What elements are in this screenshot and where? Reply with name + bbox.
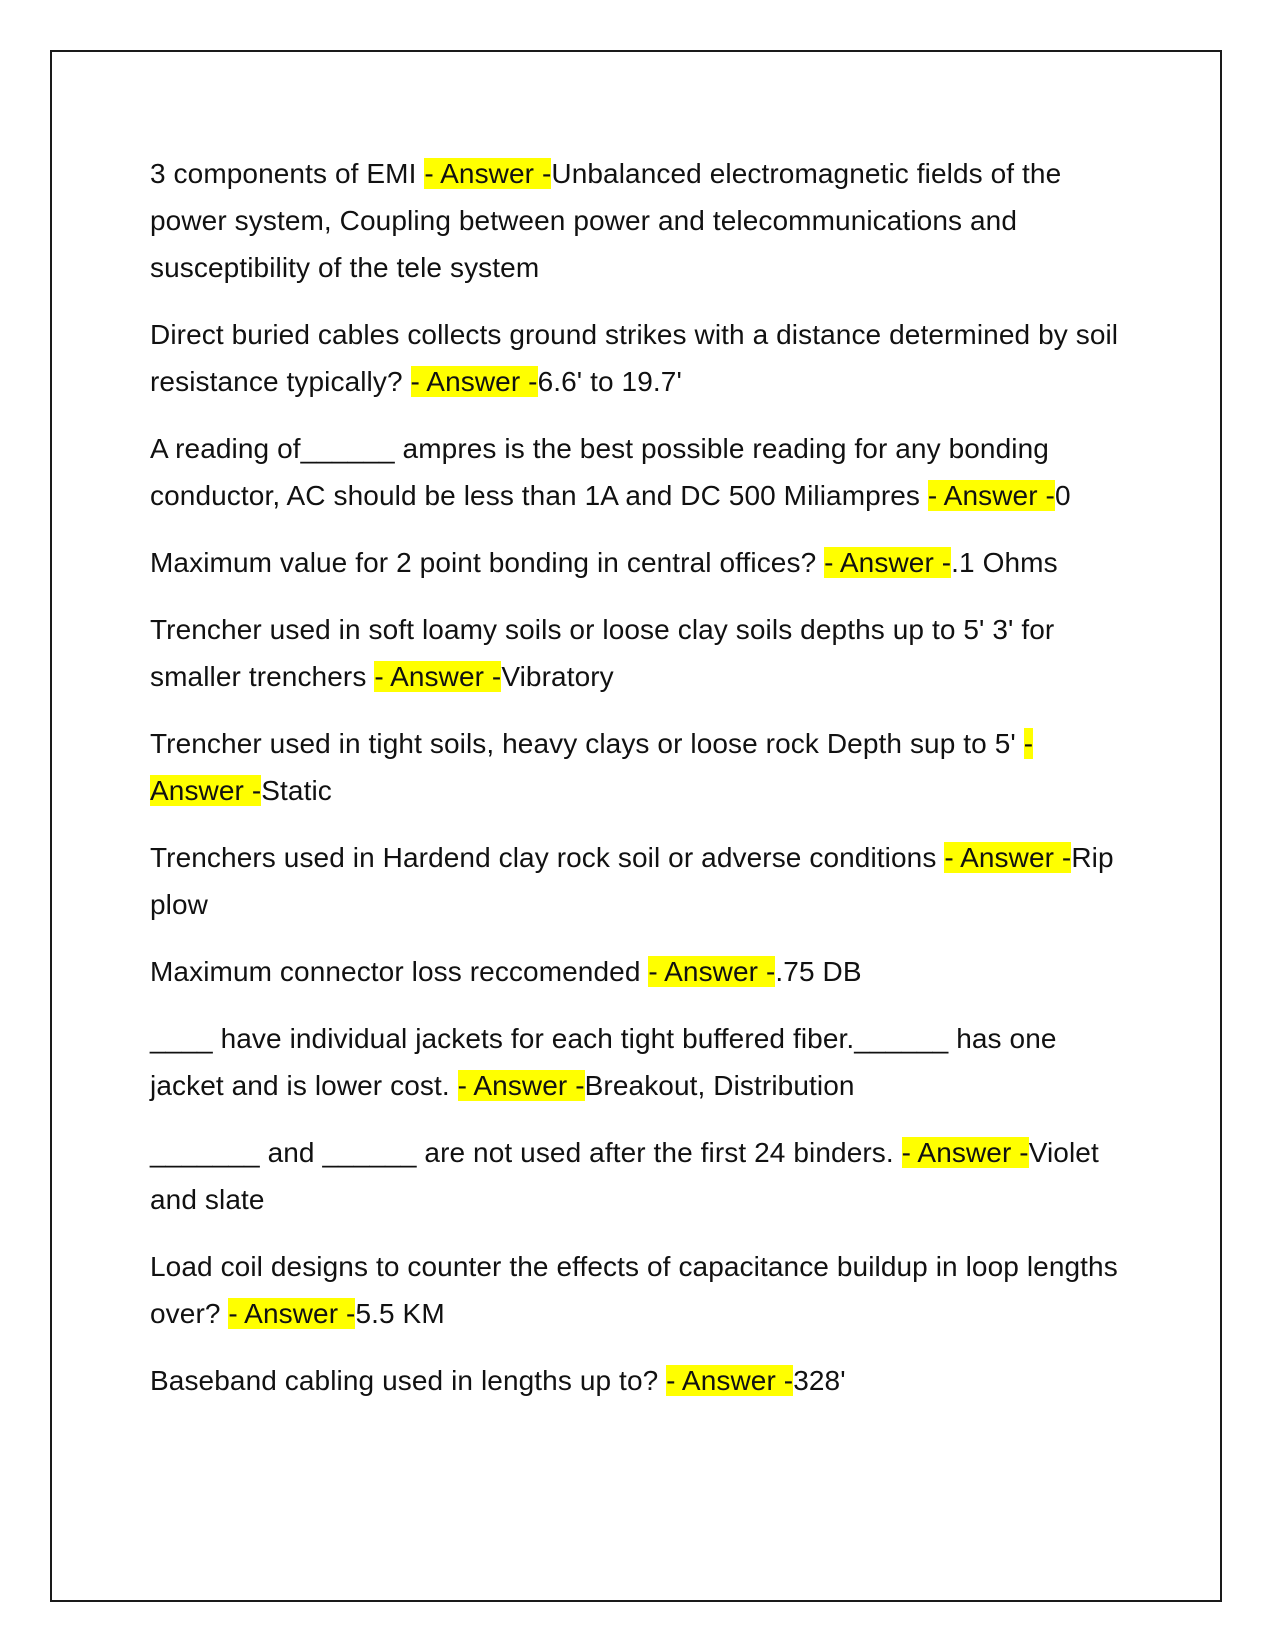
question-text: A reading of______ ampres is the best possible reading for any bonding conductor, AC should be less than 1A and DC 500 Miliampres <box>150 433 1049 511</box>
qa-item <box>150 948 1125 995</box>
qa-item <box>150 1015 1125 1109</box>
qa-item <box>150 834 1125 928</box>
qa-item <box>150 606 1125 700</box>
answer-marker: - Answer - <box>457 1070 585 1101</box>
answer-marker: - Answer - <box>648 956 776 987</box>
answer-text: .75 DB <box>775 956 862 987</box>
qa-item <box>150 425 1125 519</box>
answer-marker: - Answer - <box>410 366 538 397</box>
qa-item <box>150 720 1125 814</box>
qa-item <box>150 539 1125 586</box>
qa-list <box>150 150 1125 1424</box>
answer-marker: - Answer - <box>901 1137 1029 1168</box>
answer-marker: - Answer - <box>927 480 1055 511</box>
question-text: Baseband cabling used in lengths up to? <box>150 1365 667 1396</box>
qa-item <box>150 150 1125 291</box>
answer-text: 328' <box>793 1365 846 1396</box>
answer-marker: - Answer - <box>424 158 552 189</box>
answer-marker: - Answer - <box>228 1298 356 1329</box>
question-text: Load coil designs to counter the effects of capacitance buildup in loop lengths over? <box>150 1251 1118 1329</box>
qa-item <box>150 1243 1125 1337</box>
answer-text: .1 Ohms <box>951 547 1058 578</box>
answer-marker: - Answer - <box>150 728 1034 806</box>
answer-marker: - Answer - <box>824 547 952 578</box>
question-text: Maximum value for 2 point bonding in central offices? <box>150 547 825 578</box>
qa-item <box>150 1357 1125 1404</box>
answer-marker: - Answer - <box>666 1365 794 1396</box>
answer-text: Rip plow <box>150 842 1114 920</box>
answer-text: Static <box>261 775 332 806</box>
answer-marker: - Answer - <box>374 661 502 692</box>
answer-marker: - Answer - <box>944 842 1072 873</box>
qa-item <box>150 311 1125 405</box>
answer-text: 0 <box>1054 480 1071 511</box>
question-text: _______ and ______ are not used after the first 24 binders. <box>150 1137 902 1168</box>
question-text: Trenchers used in Hardend clay rock soil or adverse conditions <box>150 842 945 873</box>
answer-text: Breakout, Distribution <box>584 1070 855 1101</box>
answer-text: Unbalanced electromagnetic fields of the power system, Coupling between power and telecommunications and susceptibility of the tele system <box>150 158 1062 283</box>
answer-text: 5.5 KM <box>355 1298 445 1329</box>
question-text: Maximum connector loss reccomended <box>150 956 649 987</box>
answer-text: 6.6' to 19.7' <box>537 366 682 397</box>
qa-item <box>150 1129 1125 1223</box>
answer-text: Vibratory <box>501 661 614 692</box>
question-text: Direct buried cables collects ground strikes with a distance determined by soil resistance typically? <box>150 319 1119 397</box>
question-text: Trencher used in soft loamy soils or loose clay soils depths up to 5' 3' for smaller trenchers <box>150 614 1055 692</box>
question-text: Trencher used in tight soils, heavy clays or loose rock Depth sup to 5' <box>150 728 1024 759</box>
question-text: ____ have individual jackets for each tight buffered fiber.______ has one jacket and is lower cost. <box>150 1023 1057 1101</box>
question-text: 3 components of EMI <box>150 158 425 189</box>
answer-text: Violet and slate <box>150 1137 1099 1215</box>
